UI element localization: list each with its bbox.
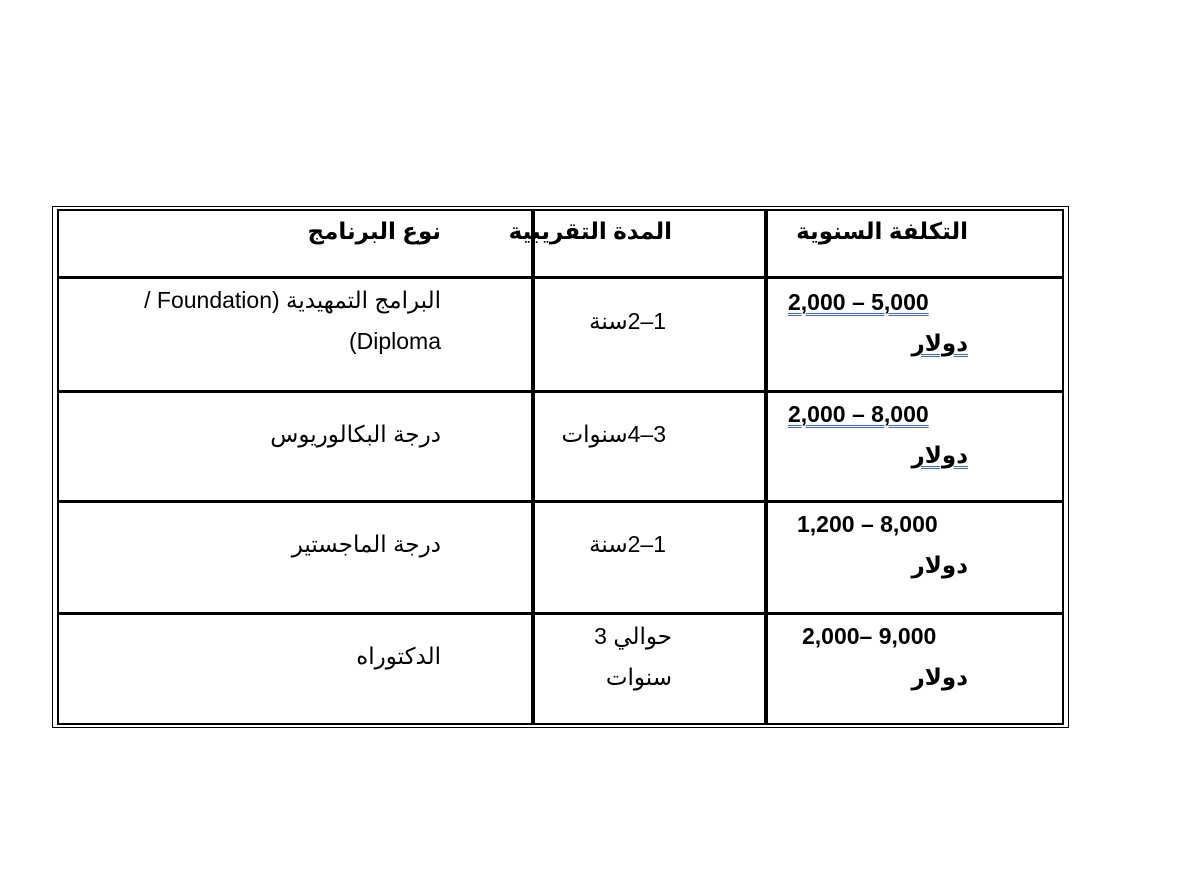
row2-cost-currency: دولار [911,442,968,468]
row4-cost-range: 2,000– 9,000 [802,623,937,649]
row1-duration-cell [533,276,766,393]
row3-cost-range: 1,200 – 8,000 [797,511,938,537]
row2-program: درجة البكالوريوس [270,421,441,447]
row1-cost-range: 2,000 – 5,000 [788,289,929,315]
row4-duration-cell [533,612,766,725]
row3-program-cell [57,500,533,615]
row4-program-cell [57,612,533,725]
header-program-type: نوع البرنامج [307,218,441,244]
row4-cost-cell [766,612,1064,725]
row1-cost-currency: دولار [911,330,968,356]
row3-program: درجة الماجستير [291,531,441,557]
row2-program-cell [57,390,533,503]
row3-cost-cell [766,500,1064,615]
row4-duration-line2: سنوات [605,664,672,690]
row2-duration: 3–4سنوات [561,421,666,447]
header-annual-cost-cell [766,209,1064,279]
row2-cost-cell [766,390,1064,503]
row2-duration-cell [533,390,766,503]
row4-cost-currency: دولار [911,664,968,690]
header-annual-cost: التكلفة السنوية [796,218,968,244]
row2-cost-range: 2,000 – 8,000 [788,401,929,427]
header-duration: المدة التقريبية [508,218,672,244]
row1-program-line2: Diploma) [348,328,441,354]
row3-duration: 1–2سنة [589,531,666,557]
row4-duration-line1: حوالي 3 [594,623,672,649]
row1-cost-cell [766,276,1064,393]
row1-program-line1: البرامج التمهيدية (Foundation / [144,287,441,313]
header-program-type-cell [57,209,533,279]
row3-duration-cell [533,500,766,615]
header-duration-cell [508,209,766,279]
row1-program-cell [57,276,533,393]
row4-program: الدكتوراه [356,643,441,669]
row1-duration: 1–2سنة [589,308,666,334]
row3-cost-currency: دولار [911,552,968,578]
